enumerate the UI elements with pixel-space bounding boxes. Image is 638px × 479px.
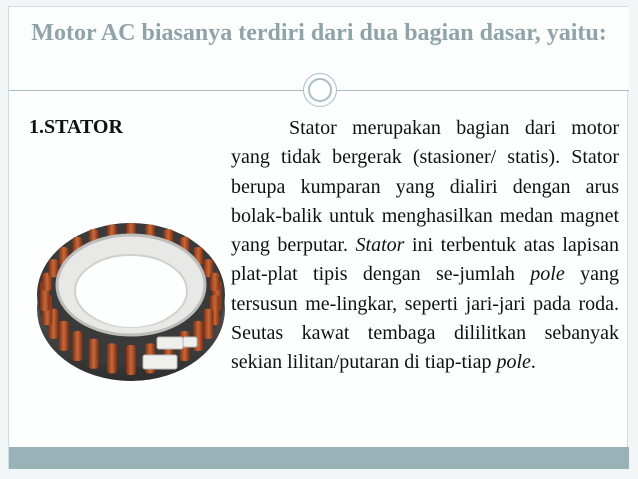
stator-insulator-ring: [57, 235, 205, 335]
body-text-run: .: [530, 351, 536, 374]
body-italic-term: Stator: [355, 234, 405, 257]
copper-coil: [126, 345, 136, 375]
copper-coil: [210, 273, 220, 291]
body-italic-term: pole: [496, 351, 531, 374]
copper-coil: [107, 343, 117, 373]
footer-accent-bar: [9, 447, 629, 469]
stator-image: [33, 187, 229, 399]
body-paragraph: [231, 114, 619, 378]
copper-coil: [89, 339, 99, 369]
body-text-run: Stator merupakan bagian dari motor yang tidak bergerak (stasioner/ statis). Stator berupa kumparan yang dialiri dengan arus bolak-balik untuk menghasilkan medan magnet yang berputar.: [231, 117, 619, 257]
body-text-run: yang tersusun me-lingkar, seperti jari-jari pada roda. Seutas kawat tembaga dililitkan sebanyak sekian lilitan/putaran di tiap-tiap: [231, 263, 619, 374]
copper-coil: [204, 309, 214, 339]
slide-frame: [8, 6, 628, 469]
divider-ornament: [303, 73, 337, 107]
section-heading: 1.STATOR: [29, 116, 123, 138]
divider-ornament-ring: [308, 78, 332, 102]
slide-title: Motor AC biasanya terdiri dari dua bagian dasar, yaitu:: [31, 20, 607, 46]
body-text-run: ini terbentuk atas lapisan plat-plat tipis dengan se-jumlah: [231, 234, 620, 286]
copper-coil: [72, 331, 82, 361]
copper-coil: [59, 321, 69, 351]
body-italic-term: pole: [530, 263, 565, 286]
